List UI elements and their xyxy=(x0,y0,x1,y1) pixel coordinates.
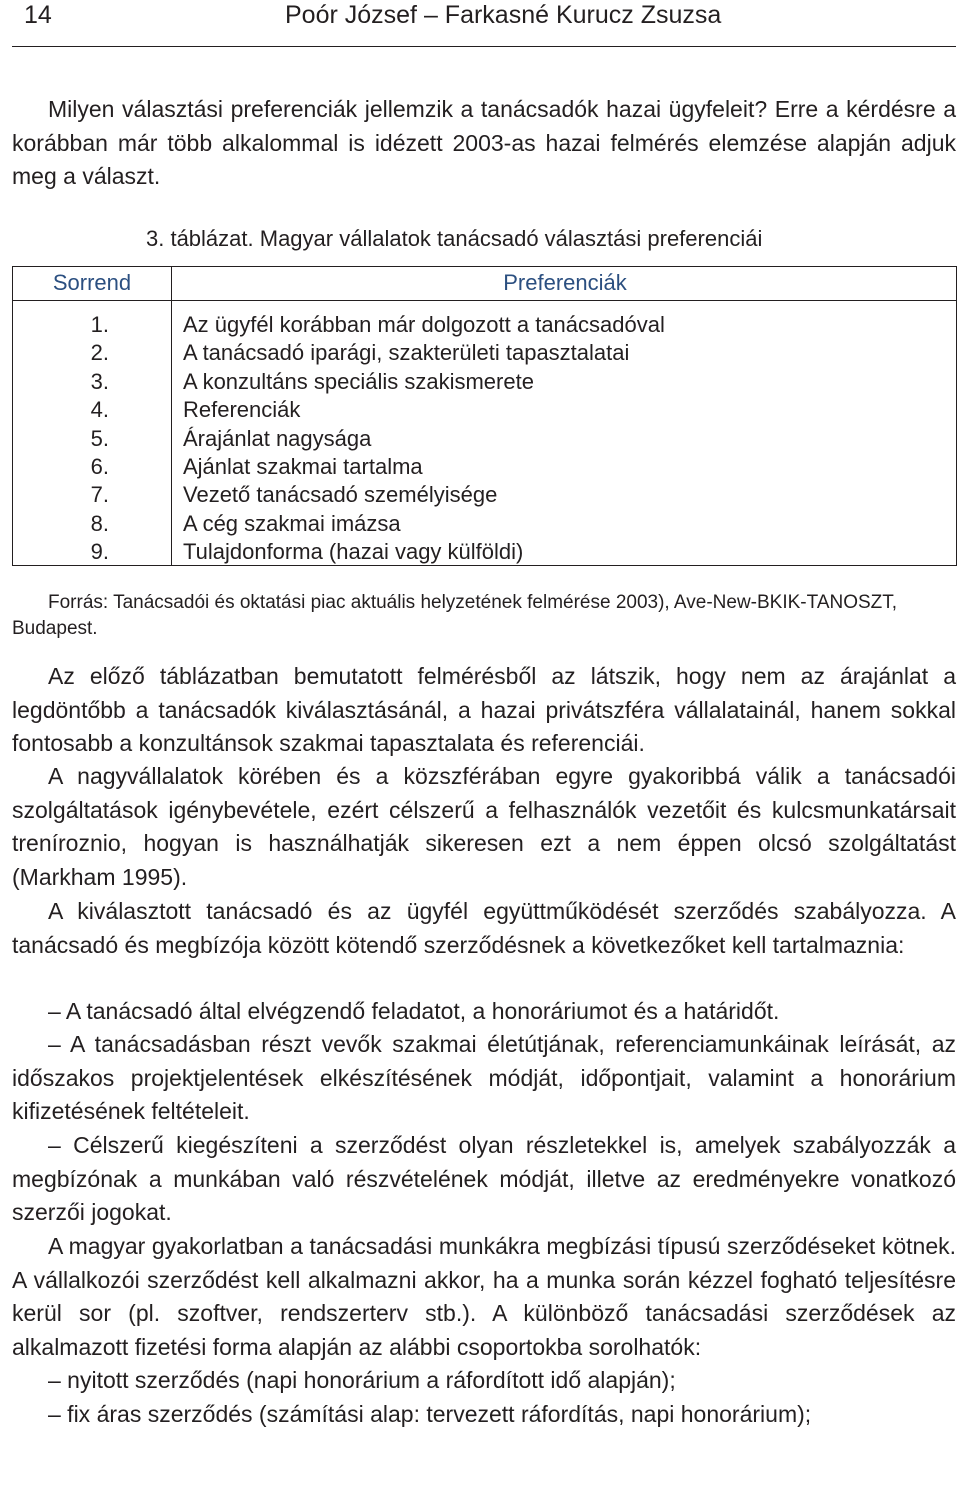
column-header-preferences: Preferenciák xyxy=(503,270,627,295)
body-paragraph-2: A nagyvállalatok körében és a közszférában egyre gyakoribbá válik a tanácsadói szolgáltatások igénybevétele, ezért célszerű a felhasználók vezetőit és kulcsmunkatársait treníroznio, hogyan is használhatják sikeresen ezt a nem éppen olcsó szolgáltatást (Markham 1995). xyxy=(12,763,956,890)
preference-cell: A tanácsadó iparági, szakterületi tapasztalatai xyxy=(183,340,630,366)
preference-cell: Az ügyfél korábban már dolgozott a tanácsadóval xyxy=(183,312,665,337)
preference-cell: Árajánlat nagysága xyxy=(183,425,372,451)
list-item-4: – nyitott szerződés (napi honorárium a ráfordított idő alapján); xyxy=(48,1367,676,1393)
body-paragraph-1: Az előző táblázatban bemutatott felmérésből az látszik, hogy nem az árajánlat a legdöntőbb a tanácsadók kiválasztásánál, a hazai privátszféra vállalatainál, hanem sokkal fontosabb a konzultánsok szakmai tapasztalata és referenciái. xyxy=(12,663,956,756)
rank-cell: 1. xyxy=(90,312,109,337)
table-row xyxy=(13,538,956,566)
preference-cell: A cég szakmai imázsa xyxy=(183,510,401,536)
rank-cell: 5. xyxy=(90,425,109,451)
preference-cell: A konzultáns speciális szakismerete xyxy=(183,368,534,394)
list-item-3: – Célszerű kiegészíteni a szerződést olyan részletekkel is, amelyek szabályozzák a megbízónak a munkában való részvételének módját, illetve az eredményekre vonatkozó szerzői jogokat. xyxy=(12,1132,956,1225)
rank-cell: 9. xyxy=(90,539,109,565)
header-rule-line xyxy=(13,300,956,301)
rank-cell: 7. xyxy=(90,482,109,508)
table-row xyxy=(13,425,956,453)
table-row xyxy=(13,396,956,424)
rank-cell: 2. xyxy=(90,340,109,366)
table-body xyxy=(13,311,956,567)
table-row xyxy=(13,339,956,367)
table-row xyxy=(13,510,956,538)
table-source-note: Forrás: Tanácsadói és oktatási piac aktuális helyzetének felmérése 2003), Ave-New-BKIK-TANOSZT, Budapest. xyxy=(12,592,898,639)
table-row xyxy=(13,311,956,339)
table-row xyxy=(13,453,956,481)
table-row xyxy=(13,481,956,509)
rank-cell: 6. xyxy=(90,453,109,479)
page-number: 14 xyxy=(24,1,52,29)
preference-cell: Ajánlat szakmai tartalma xyxy=(183,453,423,479)
list-item-1: – A tanácsadó által elvégzendő feladatot, a honoráriumot és a határidőt. xyxy=(48,998,780,1024)
running-head: Poór József – Farkasné Kurucz Zsuzsa xyxy=(285,1,722,29)
body-paragraph-4: A magyar gyakorlatban a tanácsadási munkákra megbízási típusú szerződéseket kötnek. A vállalkozói szerződést kell alkalmazni akkor, ha a munka során kézzel fogható teljesítésre kerül sor (pl. szoftver, rendszerterv stb.). A különböző tanácsadási szerződések az alkalmazott fizetési forma alapján az alábbi csoportokba sorolhatók: xyxy=(12,1233,956,1360)
body-paragraph-3: A kiválasztott tanácsadó és az ügyfél együttműködését szerződés szabályozza. A tanácsadó és megbízója között kötendő szerződésnek a következőket kell tartalmaznia: xyxy=(12,898,956,958)
preference-cell: Referenciák xyxy=(183,397,301,423)
preferences-table xyxy=(12,266,957,566)
page-header xyxy=(12,0,952,44)
rank-cell: 4. xyxy=(90,397,109,423)
column-header-rank: Sorrend xyxy=(52,270,132,295)
list-item-2: – A tanácsadásban részt vevők szakmai életútjának, referenciamunkáinak leírását, az időszakos projektjelentések elkészítésének módját, időpontjait, valamint a honorárium kifizetésének feltételeit. xyxy=(12,1031,956,1124)
header-rule xyxy=(12,46,956,47)
rank-cell: 3. xyxy=(90,368,109,394)
table-row xyxy=(13,368,956,396)
table-caption: 3. táblázat. Magyar vállalatok tanácsadó választási preferenciái xyxy=(146,226,763,251)
preference-cell: Vezető tanácsadó személyisége xyxy=(183,482,498,508)
intro-paragraph: Milyen választási preferenciák jellemzik a tanácsadók hazai ügyfeleit? Erre a kérdésre a korábban már több alkalommal is idézett 2003-as hazai felmérés elemzése alapján adjuk meg a választ. xyxy=(12,96,956,189)
list-item-5: – fix áras szerződés (számítási alap: tervezett ráfordítás, napi honorárium); xyxy=(48,1401,812,1427)
rank-cell: 8. xyxy=(90,510,109,536)
preference-cell: Tulajdonforma (hazai vagy külföldi) xyxy=(183,539,524,565)
